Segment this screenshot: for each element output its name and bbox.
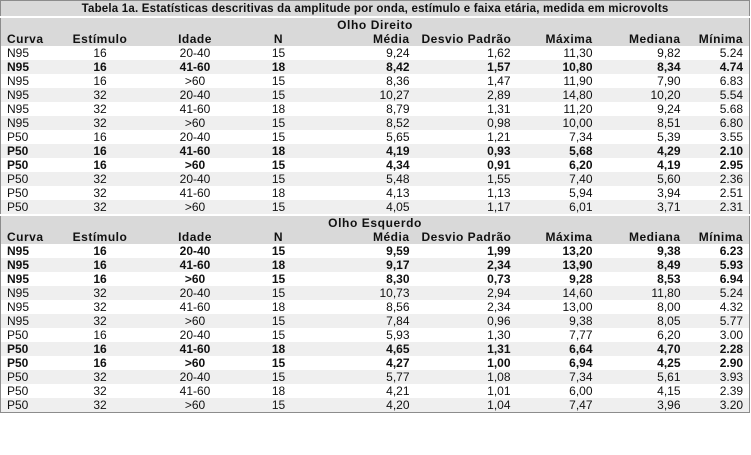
table-cell: 20-40 <box>148 328 243 342</box>
table-cell: 4,25 <box>599 356 687 370</box>
column-header-row <box>1 230 750 244</box>
table-cell: 32 <box>53 200 148 215</box>
table-cell: P50 <box>1 356 53 370</box>
table-cell: 9,59 <box>315 244 416 258</box>
table-cell: 16 <box>53 158 148 172</box>
table-cell: 7,34 <box>517 130 599 144</box>
table-cell: 41-60 <box>148 342 243 356</box>
table-cell: 3,94 <box>599 186 687 200</box>
table-cell: 2.10 <box>687 144 750 158</box>
table-cell: 41-60 <box>148 186 243 200</box>
table-cell: >60 <box>148 272 243 286</box>
table-cell: 4.32 <box>687 300 750 314</box>
table-cell: 1,08 <box>416 370 517 384</box>
table-cell: 7,77 <box>517 328 599 342</box>
table-row <box>1 158 750 172</box>
table-cell: 8,79 <box>315 102 416 116</box>
table-cell: 20-40 <box>148 286 243 300</box>
table-cell: 4,70 <box>599 342 687 356</box>
table-cell: N95 <box>1 300 53 314</box>
table-row <box>1 342 750 356</box>
table-cell: 41-60 <box>148 102 243 116</box>
table-body <box>1 1 750 413</box>
table-cell: 16 <box>53 272 148 286</box>
table-cell: 4,19 <box>315 144 416 158</box>
table-cell: >60 <box>148 314 243 328</box>
table-cell: 16 <box>53 144 148 158</box>
table-cell: 32 <box>53 116 148 130</box>
table-cell: 4,20 <box>315 398 416 413</box>
table-cell: 32 <box>53 88 148 102</box>
table-cell: 5,94 <box>517 186 599 200</box>
table-cell: 1,30 <box>416 328 517 342</box>
table-cell: 2,34 <box>416 300 517 314</box>
table-cell: N95 <box>1 102 53 116</box>
table-cell: 6.94 <box>687 272 750 286</box>
section-title: Olho Direito <box>1 17 750 32</box>
table-cell: 10,20 <box>599 88 687 102</box>
table-cell: 0,73 <box>416 272 517 286</box>
table-cell: 9,82 <box>599 46 687 60</box>
table-cell: 0,91 <box>416 158 517 172</box>
table-row <box>1 200 750 215</box>
table-cell: >60 <box>148 74 243 88</box>
table-cell: 15 <box>243 286 315 300</box>
table-row <box>1 384 750 398</box>
table-row <box>1 46 750 60</box>
table-row <box>1 60 750 74</box>
table-cell: P50 <box>1 328 53 342</box>
table-cell: 20-40 <box>148 244 243 258</box>
table-cell: 2,34 <box>416 258 517 272</box>
section-title: Olho Esquerdo <box>1 215 750 230</box>
table-cell: 9,38 <box>599 244 687 258</box>
table-cell: 18 <box>243 102 315 116</box>
column-header-row <box>1 32 750 46</box>
table-cell: 16 <box>53 74 148 88</box>
table-cell: 9,38 <box>517 314 599 328</box>
table-cell: 4,27 <box>315 356 416 370</box>
table-cell: 1,55 <box>416 172 517 186</box>
table-cell: P50 <box>1 186 53 200</box>
table-cell: 20-40 <box>148 130 243 144</box>
table-row <box>1 244 750 258</box>
table-cell: 18 <box>243 186 315 200</box>
table-cell: 8,36 <box>315 74 416 88</box>
table-cell: 4,21 <box>315 384 416 398</box>
table-cell: 0,93 <box>416 144 517 158</box>
table-cell: 20-40 <box>148 370 243 384</box>
table-cell: 15 <box>243 200 315 215</box>
column-header: Idade <box>148 32 243 46</box>
table-cell: 6.83 <box>687 74 750 88</box>
table-cell: N95 <box>1 88 53 102</box>
table-cell: 13,20 <box>517 244 599 258</box>
table-cell: 5,61 <box>599 370 687 384</box>
table-cell: 5,93 <box>315 328 416 342</box>
table-cell: 4,15 <box>599 384 687 398</box>
table-cell: 5.93 <box>687 258 750 272</box>
table-cell: 8,49 <box>599 258 687 272</box>
table-cell: 16 <box>53 258 148 272</box>
column-header: Média <box>315 32 416 46</box>
table-cell: 8,00 <box>599 300 687 314</box>
table-cell: 6,64 <box>517 342 599 356</box>
table-cell: 13,90 <box>517 258 599 272</box>
table-cell: 14,80 <box>517 88 599 102</box>
table-cell: N95 <box>1 46 53 60</box>
column-header: Média <box>315 230 416 244</box>
table-cell: 1,00 <box>416 356 517 370</box>
table-cell: 2.90 <box>687 356 750 370</box>
table-cell: P50 <box>1 172 53 186</box>
column-header: Desvio Padrão <box>416 32 517 46</box>
table-cell: 15 <box>243 130 315 144</box>
table-cell: 20-40 <box>148 46 243 60</box>
table-cell: 4,05 <box>315 200 416 215</box>
table-cell: 4,19 <box>599 158 687 172</box>
table-cell: 8,42 <box>315 60 416 74</box>
table-row <box>1 186 750 200</box>
table-cell: 16 <box>53 60 148 74</box>
column-header: N <box>243 230 315 244</box>
table-row <box>1 172 750 186</box>
column-header: Mediana <box>599 230 687 244</box>
table-cell: 7,40 <box>517 172 599 186</box>
table-cell: 18 <box>243 60 315 74</box>
table-cell: 41-60 <box>148 144 243 158</box>
table-cell: >60 <box>148 356 243 370</box>
table-row <box>1 144 750 158</box>
table-cell: 20-40 <box>148 172 243 186</box>
table-cell: 1,01 <box>416 384 517 398</box>
table-title-row <box>1 1 750 18</box>
table-cell: >60 <box>148 398 243 413</box>
table-cell: 15 <box>243 272 315 286</box>
table-cell: 15 <box>243 116 315 130</box>
table-cell: P50 <box>1 370 53 384</box>
table-cell: 16 <box>53 130 148 144</box>
table-cell: 3,96 <box>599 398 687 413</box>
column-header: Curva <box>1 230 53 244</box>
table-cell: 8,56 <box>315 300 416 314</box>
column-header: Estímulo <box>53 230 148 244</box>
table-cell: 15 <box>243 88 315 102</box>
table-cell: >60 <box>148 158 243 172</box>
table-cell: P50 <box>1 144 53 158</box>
table-cell: 7,47 <box>517 398 599 413</box>
table-cell: 10,73 <box>315 286 416 300</box>
table-cell: 32 <box>53 300 148 314</box>
table-cell: 11,30 <box>517 46 599 60</box>
table-cell: 18 <box>243 258 315 272</box>
table-cell: 6.23 <box>687 244 750 258</box>
table-cell: 15 <box>243 74 315 88</box>
table-cell: 2.51 <box>687 186 750 200</box>
column-header: Idade <box>148 230 243 244</box>
table-cell: 7,90 <box>599 74 687 88</box>
table-cell: 10,80 <box>517 60 599 74</box>
table-cell: 9,24 <box>315 46 416 60</box>
table-cell: 41-60 <box>148 258 243 272</box>
column-header: Desvio Padrão <box>416 230 517 244</box>
table-cell: 5,48 <box>315 172 416 186</box>
table-cell: 5.54 <box>687 88 750 102</box>
table-cell: 6.80 <box>687 116 750 130</box>
table-cell: P50 <box>1 130 53 144</box>
table-cell: 5.77 <box>687 314 750 328</box>
table-cell: 9,24 <box>599 102 687 116</box>
table-cell: 7,34 <box>517 370 599 384</box>
table-cell: 16 <box>53 46 148 60</box>
table-cell: 16 <box>53 356 148 370</box>
table-cell: 9,28 <box>517 272 599 286</box>
table-cell: 2.39 <box>687 384 750 398</box>
table-cell: 6,20 <box>517 158 599 172</box>
table-cell: 5.24 <box>687 286 750 300</box>
table-cell: 7,84 <box>315 314 416 328</box>
table-cell: 5,68 <box>517 144 599 158</box>
table-cell: 0,98 <box>416 116 517 130</box>
column-header: Mediana <box>599 32 687 46</box>
table-cell: 15 <box>243 158 315 172</box>
table-cell: 2.31 <box>687 200 750 215</box>
table-cell: 6,20 <box>599 328 687 342</box>
table-cell: 3.00 <box>687 328 750 342</box>
column-header: N <box>243 32 315 46</box>
table-title: Tabela 1a. Estatísticas descritivas da amplitude por onda, estímulo e faixa etária, medida em microvolts <box>1 1 750 18</box>
table-cell: N95 <box>1 272 53 286</box>
table-cell: 10,27 <box>315 88 416 102</box>
column-header: Curva <box>1 32 53 46</box>
table-cell: 3.93 <box>687 370 750 384</box>
table-row <box>1 88 750 102</box>
table-cell: 15 <box>243 370 315 384</box>
table-cell: P50 <box>1 398 53 413</box>
table-cell: 5,60 <box>599 172 687 186</box>
table-cell: 32 <box>53 370 148 384</box>
table-cell: 4,65 <box>315 342 416 356</box>
table-cell: 15 <box>243 328 315 342</box>
table-cell: 8,53 <box>599 272 687 286</box>
table-cell: 32 <box>53 398 148 413</box>
table-cell: 2.28 <box>687 342 750 356</box>
table-row <box>1 356 750 370</box>
table-cell: 15 <box>243 46 315 60</box>
table-cell: 15 <box>243 356 315 370</box>
table-cell: 1,17 <box>416 200 517 215</box>
table-cell: 6,00 <box>517 384 599 398</box>
table-cell: 15 <box>243 244 315 258</box>
table-row <box>1 370 750 384</box>
table-row <box>1 102 750 116</box>
table-cell: 20-40 <box>148 88 243 102</box>
table-cell: 10,00 <box>517 116 599 130</box>
table-cell: 3.55 <box>687 130 750 144</box>
table-cell: 6,94 <box>517 356 599 370</box>
table-cell: P50 <box>1 158 53 172</box>
table-cell: 2,89 <box>416 88 517 102</box>
table-cell: 4,29 <box>599 144 687 158</box>
table-row <box>1 74 750 88</box>
table-cell: P50 <box>1 384 53 398</box>
table-row <box>1 130 750 144</box>
table-cell: 32 <box>53 314 148 328</box>
table-cell: 14,60 <box>517 286 599 300</box>
table-cell: N95 <box>1 60 53 74</box>
table-cell: N95 <box>1 258 53 272</box>
table-row <box>1 398 750 413</box>
table-cell: 18 <box>243 342 315 356</box>
table-cell: 6,01 <box>517 200 599 215</box>
table-cell: 11,90 <box>517 74 599 88</box>
table-cell: >60 <box>148 200 243 215</box>
table-cell: 41-60 <box>148 300 243 314</box>
table-cell: 3,71 <box>599 200 687 215</box>
table-cell: 0,96 <box>416 314 517 328</box>
table-cell: 5.68 <box>687 102 750 116</box>
column-header: Máxima <box>517 32 599 46</box>
table-cell: 1,99 <box>416 244 517 258</box>
table-cell: 41-60 <box>148 384 243 398</box>
table-cell: 41-60 <box>148 60 243 74</box>
table-row <box>1 286 750 300</box>
table-cell: 15 <box>243 172 315 186</box>
table-cell: N95 <box>1 314 53 328</box>
table-cell: 4,13 <box>315 186 416 200</box>
table-cell: 1,31 <box>416 342 517 356</box>
table-cell: >60 <box>148 116 243 130</box>
table-cell: 2,94 <box>416 286 517 300</box>
table-cell: 32 <box>53 186 148 200</box>
column-header: Mínima <box>687 230 750 244</box>
table-cell: 2.36 <box>687 172 750 186</box>
table-row <box>1 314 750 328</box>
table-cell: 1,13 <box>416 186 517 200</box>
table-cell: 3.20 <box>687 398 750 413</box>
table-cell: N95 <box>1 74 53 88</box>
table-cell: N95 <box>1 116 53 130</box>
table-cell: 32 <box>53 384 148 398</box>
table-cell: 9,17 <box>315 258 416 272</box>
table-cell: 4,34 <box>315 158 416 172</box>
table-cell: 1,04 <box>416 398 517 413</box>
table-cell: 32 <box>53 102 148 116</box>
table-cell: 32 <box>53 286 148 300</box>
section-header-row <box>1 215 750 230</box>
column-header: Mínima <box>687 32 750 46</box>
table-cell: 2.95 <box>687 158 750 172</box>
table-row <box>1 258 750 272</box>
table-cell: 1,31 <box>416 102 517 116</box>
table-cell: N95 <box>1 286 53 300</box>
table-cell: 11,20 <box>517 102 599 116</box>
section-header-row <box>1 17 750 32</box>
table-cell: 11,80 <box>599 286 687 300</box>
table-cell: 18 <box>243 384 315 398</box>
table-cell: 8,05 <box>599 314 687 328</box>
table-cell: 8,52 <box>315 116 416 130</box>
table-row <box>1 116 750 130</box>
table-cell: 16 <box>53 244 148 258</box>
table-row <box>1 272 750 286</box>
table-cell: 8,30 <box>315 272 416 286</box>
table-cell: 8,34 <box>599 60 687 74</box>
table-cell: 1,47 <box>416 74 517 88</box>
table-cell: 1,21 <box>416 130 517 144</box>
table-cell: 1,57 <box>416 60 517 74</box>
table-cell: 5,39 <box>599 130 687 144</box>
table-cell: 16 <box>53 342 148 356</box>
table-cell: 5,77 <box>315 370 416 384</box>
table-cell: 1,62 <box>416 46 517 60</box>
table-cell: 32 <box>53 172 148 186</box>
table-cell: 15 <box>243 398 315 413</box>
table-cell: 16 <box>53 328 148 342</box>
table-cell: 8,51 <box>599 116 687 130</box>
table-cell: N95 <box>1 244 53 258</box>
table-cell: 15 <box>243 314 315 328</box>
column-header: Estímulo <box>53 32 148 46</box>
table-row <box>1 300 750 314</box>
table-cell: 4.74 <box>687 60 750 74</box>
table-cell: 5,65 <box>315 130 416 144</box>
table-row <box>1 328 750 342</box>
table-cell: 18 <box>243 144 315 158</box>
column-header: Máxima <box>517 230 599 244</box>
table-cell: 13,00 <box>517 300 599 314</box>
table-cell: 18 <box>243 300 315 314</box>
table-cell: P50 <box>1 342 53 356</box>
table-cell: 5.24 <box>687 46 750 60</box>
table-cell: P50 <box>1 200 53 215</box>
